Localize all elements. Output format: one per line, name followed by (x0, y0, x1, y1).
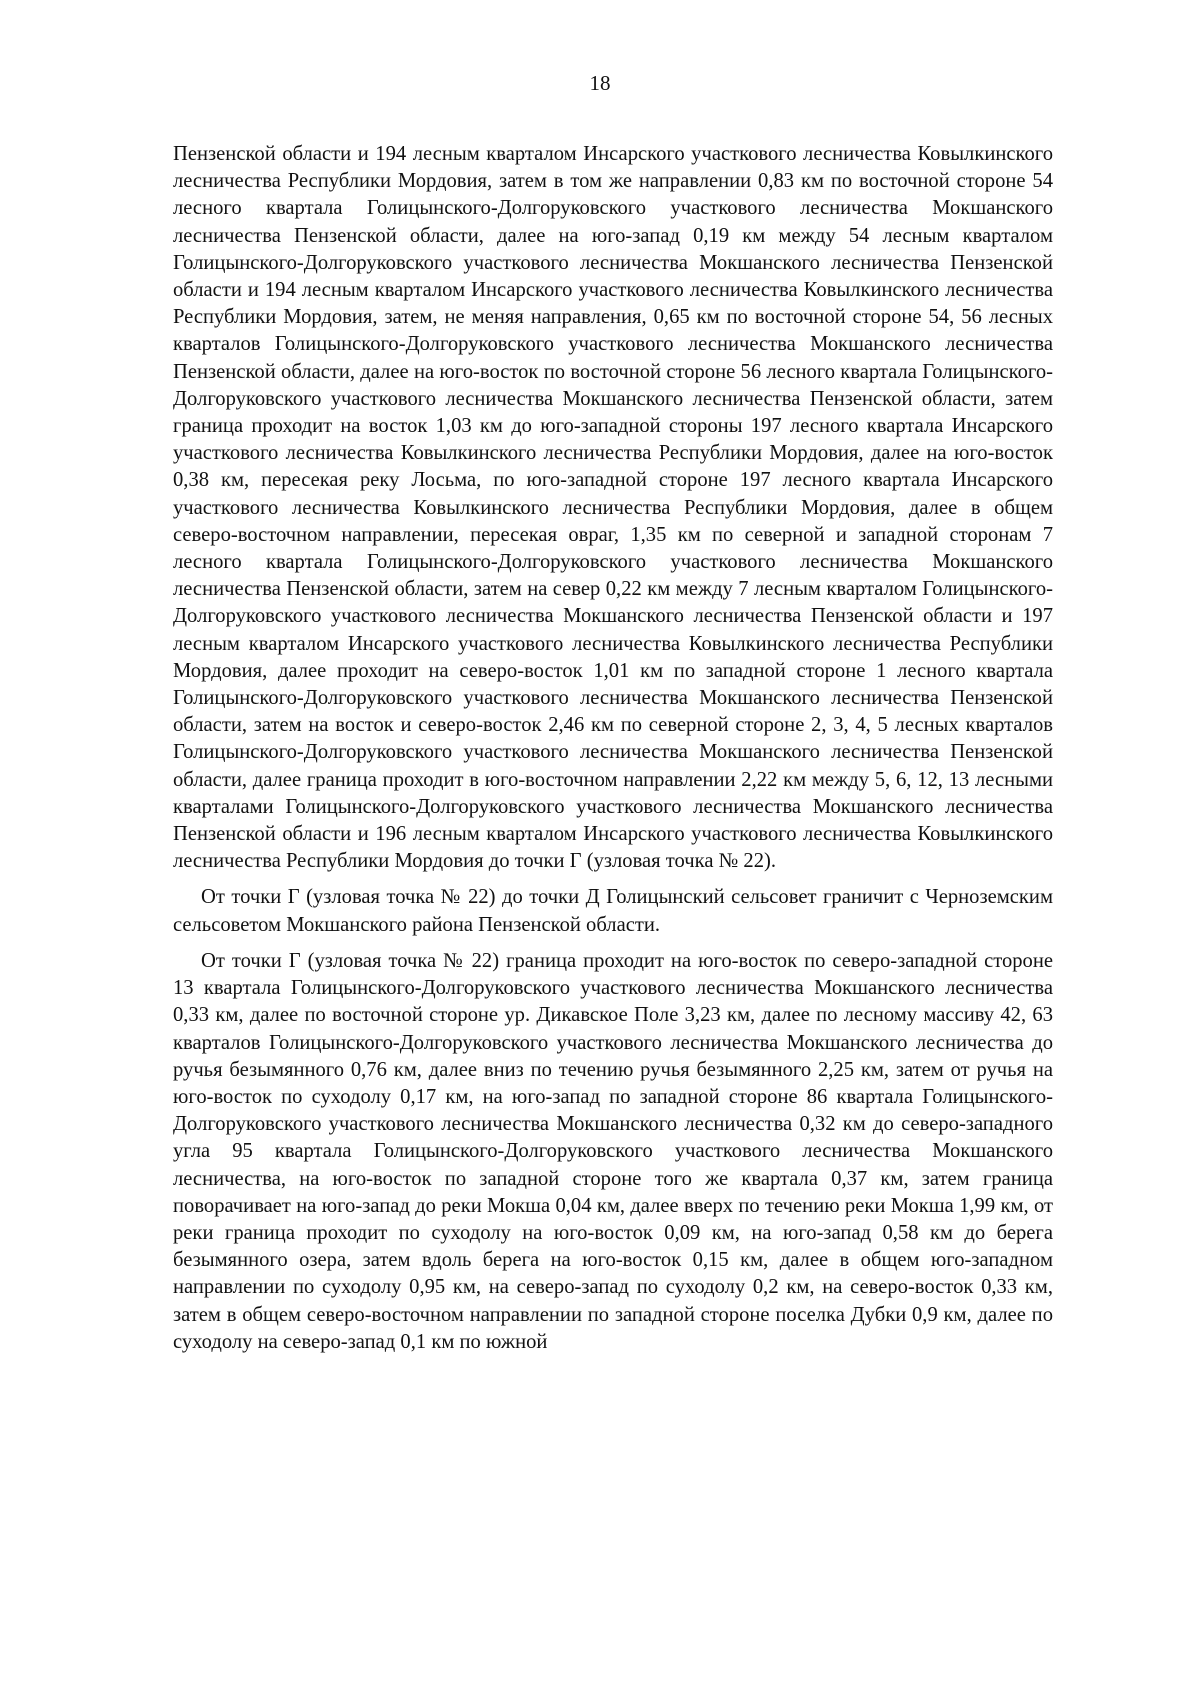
document-body (173, 141, 1053, 1365)
paragraph-3: От точки Г (узловая точка № 22) граница проходит на юго-восток по северо-западной стороне 13 квартала Голицынского-Долгоруковского участкового лесничества Мокшанского лесничества 0,33 км, далее по восточной стороне ур. Дикавское Поле 3,23 км, далее по лесному массиву 42, 63 кварталов Голицынского-Долгоруковского участкового лесничества Мокшанского лесничества до ручья безымянного 0,76 км, далее вниз по течению ручья безымянного 2,25 км, затем от ручья на юго-восток по суходолу 0,17 км, на юго-запад по западной стороне 86 квартала Голицынского-Долгоруковского участкового лесничества Мокшанского лесничества 0,32 км до северо-западного угла 95 квартала Голицынского-Долгоруковского участкового лесничества Мокшанского лесничества, на юго-восток по западной стороне того же квартала 0,37 км, затем граница поворачивает на юго-запад до реки Мокша 0,04 км, далее вверх по течению реки Мокша 1,99 км, от реки граница проходит по суходолу на юго-восток 0,09 км, на юго-запад 0,58 км до берега безымянного озера, затем вдоль берега на юго-восток 0,15 км, далее в общем юго-западном направлении по суходолу 0,95 км, на северо-запад по суходолу 0,2 км, на северо-восток 0,33 км, затем в общем северо-восточном направлении по западной стороне поселка Дубки 0,9 км, далее по суходолу на северо-запад 0,1 км по южной (173, 949, 1053, 1353)
paragraph-2: От точки Г (узловая точка № 22) до точки Д Голицынский сельсовет граничит с Черноземским сельсоветом Мокшанского района Пензенской области. (173, 886, 1053, 936)
paragraph-1: Пензенской области и 194 лесным кварталом Инсарского участкового лесничества Ковылкинского лесничества Республики Мордовия, затем в том же направлении 0,83 км по восточной стороне 54 лесного квартала Голицынского-Долгоруковского участкового лесничества Мокшанского лесничества Пензенской области, далее на юго-запад 0,19 км между 54 лесным кварталом Голицынского-Долгоруковского участкового лесничества Мокшанского лесничества Пензенской области и 194 лесным кварталом Инсарского участкового лесничества Ковылкинского лесничества Республики Мордовия, затем, не меняя направления, 0,65 км по восточной стороне 54, 56 лесных кварталов Голицынского-Долгоруковского участкового лесничества Мокшанского лесничества Пензенской области, далее на юго-восток по восточной стороне 56 лесного квартала Голицынского-Долгоруковского участкового лесничества Мокшанского лесничества Пензенской области, затем граница проходит на восток 1,03 км до юго-западной стороны 197 лесного квартала Инсарского участкового лесничества Ковылкинского лесничества Республики Мордовия, далее на юго-восток 0,38 км, пересекая реку Лосьма, по юго-западной стороне 197 лесного квартала Инсарского участкового лесничества Ковылкинского лесничества Республики Мордовия, далее в общем северо-восточном направлении, пересекая овраг, 1,35 км по северной и западной сторонам 7 лесного квартала Голицынского-Долгоруковского участкового лесничества Мокшанского лесничества Пензенской области, затем на север 0,22 км между 7 лесным кварталом Голицынского-Долгоруковского участкового лесничества Мокшанского лесничества Пензенской области и 197 лесным кварталом Инсарского участкового лесничества Ковылкинского лесничества Республики Мордовия, далее проходит на северо-восток 1,01 км по западной стороне 1 лесного квартала Голицынского-Долгоруковского участкового лесничества Мокшанского лесничества Пензенской области, затем на восток и северо-восток 2,46 км по северной стороне 2, 3, 4, 5 лесных кварталов Голицынского-Долгоруковского участкового лесничества Мокшанского лесничества Пензенской области, далее граница проходит в юго-восточном направлении 2,22 км между 5, 6, 12, 13 лесными кварталами Голицынского-Долгоруковского участкового лесничества Мокшанского лесничества Пензенской области и 196 лесным кварталом Инсарского участкового лесничества Ковылкинского лесничества Республики Мордовия до точки Г (узловая точка № 22). (173, 143, 1053, 873)
page-number: 18 (589, 71, 611, 95)
